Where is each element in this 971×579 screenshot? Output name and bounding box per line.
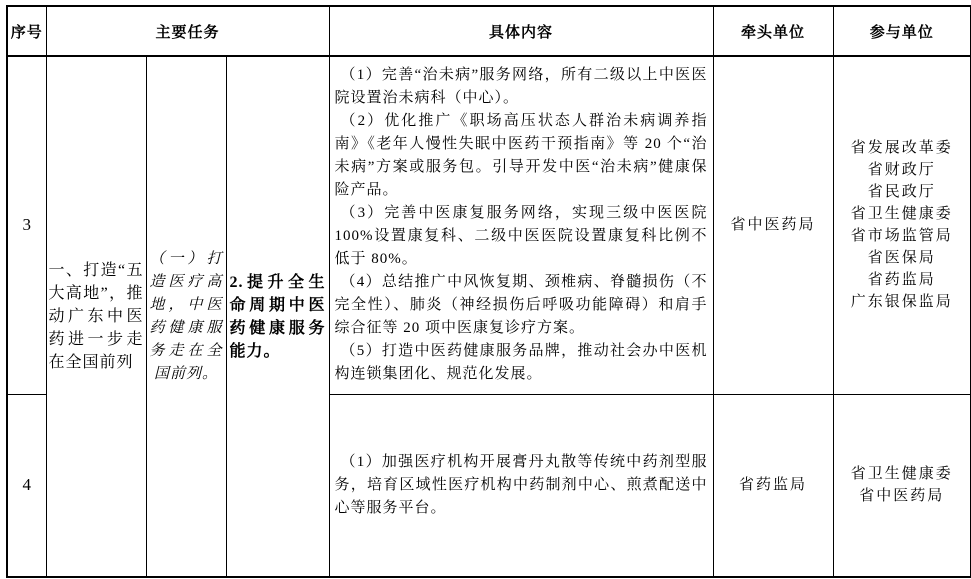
detail-paragraph: （1）加强医疗机构开展膏丹丸散等传统中药剂型服务，培育区域性医疗机构中药制剂中心、煎煮配送中心等服务平台。: [334, 453, 708, 516]
row4-lead-unit-cell: 省药监局: [713, 394, 833, 577]
row3-participant-units-cell: [833, 56, 971, 394]
participant-unit: 省民政厅: [867, 184, 936, 201]
row3-seq-number: 3: [7, 56, 46, 394]
participant-unit: 省中医药局: [859, 488, 945, 505]
table-header-row: [7, 6, 971, 56]
main-task-level2-cell: （一）打造医疗高地，中医药健康服务走在全国前列。: [146, 56, 226, 577]
detail-paragraph: （4）总结推广中风恢复期、颈椎病、脊髓损伤（不完全性）、肺炎（神经损伤后呼吸功能障碍）和肩手综合征等 20 项中医康复诊疗方案。: [334, 274, 708, 337]
detail-paragraph: （2）优化推广《职场高压状态人群治未病调养指南》《老年人慢性失眠中医药干预指南》等 20 个“治未病”方案或服务包。引导开发中医“治未病”健康保险产品。: [334, 113, 708, 199]
main-task-level1-cell: 一、打造“五大高地”，推动广东中医药进一步走在全国前列: [46, 56, 146, 577]
row4-detail-cell: [329, 394, 713, 577]
participant-unit: 省卫生健康委: [850, 466, 953, 483]
task-table: [6, 5, 971, 578]
header-main-task: 主要任务: [46, 6, 329, 56]
row3-detail-cell: [329, 56, 713, 394]
detail-paragraph: （1）完善“治未病”服务网络，所有二级以上中医医院设置治未病科（中心）。: [334, 67, 708, 107]
detail-paragraph: （3）完善中医康复服务网络，实现三级中医医院 100%设置康复科、二级中医医院设置康复科比例不低于 80%。: [334, 205, 708, 268]
header-seq: 序号: [7, 6, 46, 56]
participant-unit: 省财政厅: [867, 162, 936, 179]
header-lead-unit: 牵头单位: [713, 6, 833, 56]
header-detail: 具体内容: [329, 6, 713, 56]
participant-unit: 省市场监管局: [850, 228, 953, 245]
detail-paragraph: （5）打造中医药健康服务品牌，推动社会办中医机构连锁集团化、规范化发展。: [334, 343, 708, 383]
main-task-level3-cell: 2.提升全生命周期中医药健康服务能力。: [226, 56, 329, 577]
participant-unit: 省医保局: [867, 250, 936, 267]
row4-participant-units-cell: [833, 394, 971, 577]
header-participant-units: 参与单位: [833, 6, 971, 56]
participant-unit: 省药监局: [867, 272, 936, 289]
participant-unit: 省卫生健康委: [850, 206, 953, 223]
participant-unit: 广东银保监局: [850, 294, 953, 311]
row3-lead-unit-cell: 省中医药局: [713, 56, 833, 394]
row4-seq-number: 4: [7, 394, 46, 577]
participant-unit: 省发展改革委: [850, 140, 953, 157]
table-row: [7, 56, 971, 394]
